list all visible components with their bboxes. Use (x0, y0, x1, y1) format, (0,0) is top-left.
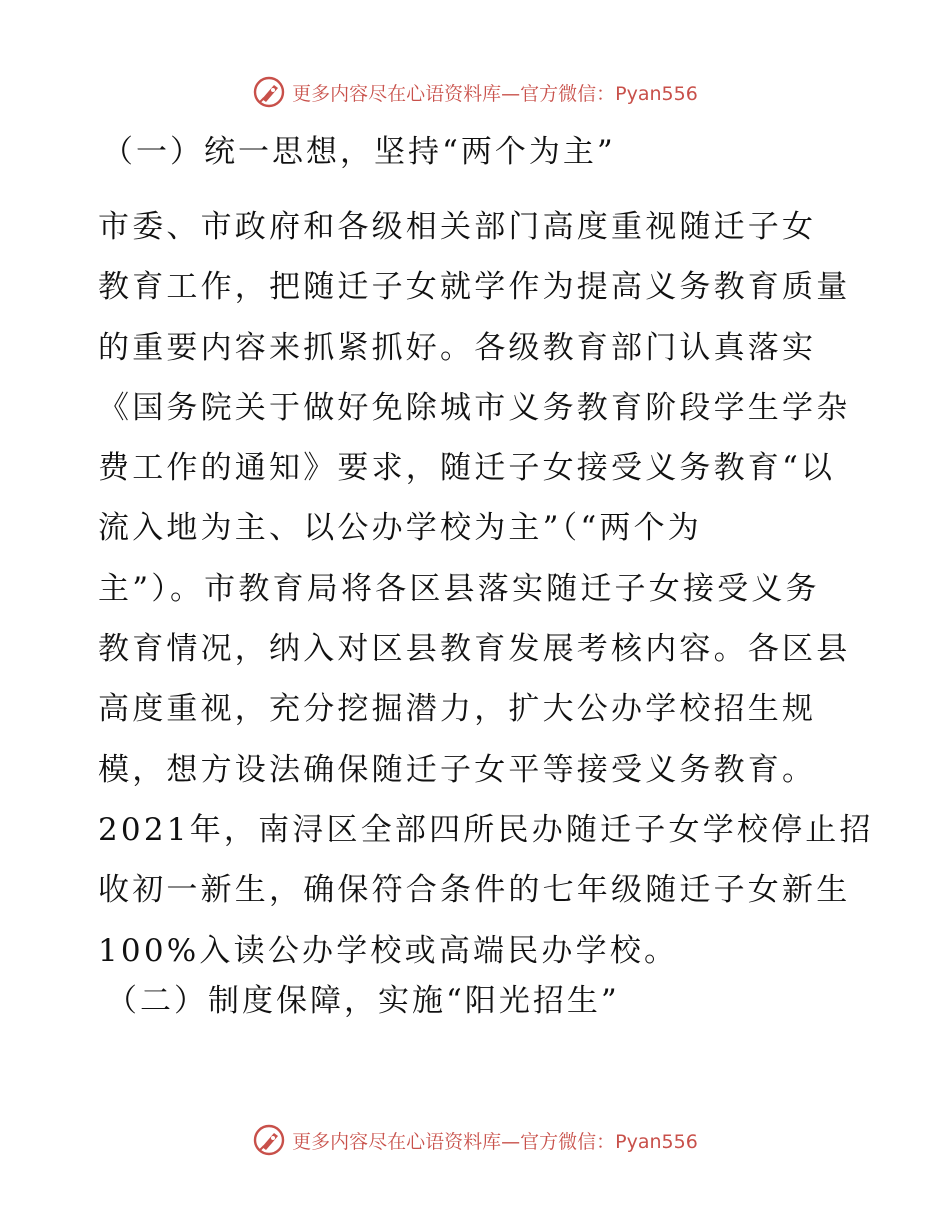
paragraph-line: 高度重视，充分挖掘潜力，扩大公办学校招生规 (98, 691, 817, 728)
pen-nib-logo-icon (252, 1123, 286, 1157)
watermark-text: 更多内容尽在心语资料库—官方微信：Pyan556 (292, 82, 698, 105)
paragraph-line: 流入地为主、以公办学校为主”（“两个为 (98, 510, 702, 547)
paragraph-line: 《国务院关于做好免除城市义务教育阶段学生学杂 (98, 389, 851, 426)
paragraph-line: 收初一新生，确保符合条件的七年级随迁子女新生 (98, 872, 851, 909)
paragraph-line: 100%入读公办学校或高端民办学校。 (98, 932, 679, 969)
paragraph-line: 费工作的通知》要求，随迁子女接受义务教育“以 (98, 450, 836, 487)
paragraph-line: 教育情况，纳入对区县教育发展考核内容。各区县 (98, 631, 851, 668)
body-paragraph (98, 197, 874, 981)
watermark-banner-bottom (0, 1120, 950, 1160)
paragraph-line: 主”）。市教育局将各区县落实随迁子女接受义务 (98, 570, 820, 607)
paragraph-line: 模，想方设法确保随迁子女平等接受义务教育。 (98, 751, 817, 788)
section-heading-1: （一）统一思想，坚持“两个为主” (102, 134, 616, 170)
watermark-banner-top (0, 72, 950, 112)
section-heading-2: （二）制度保障，实施“阳光招生” (106, 983, 620, 1019)
pen-nib-logo-icon (252, 75, 286, 109)
paragraph-line: 2021年，南浔区全部四所民办随迁子女学校停止招 (98, 811, 874, 848)
paragraph-line: 市委、市政府和各级相关部门高度重视随迁子女 (98, 209, 817, 245)
paragraph-line: 教育工作，把随迁子女就学作为提高义务教育质量 (98, 269, 851, 306)
watermark-text: 更多内容尽在心语资料库—官方微信：Pyan556 (292, 1130, 698, 1153)
paragraph-line: 的重要内容来抓紧抓好。各级教育部门认真落实 (98, 329, 817, 366)
